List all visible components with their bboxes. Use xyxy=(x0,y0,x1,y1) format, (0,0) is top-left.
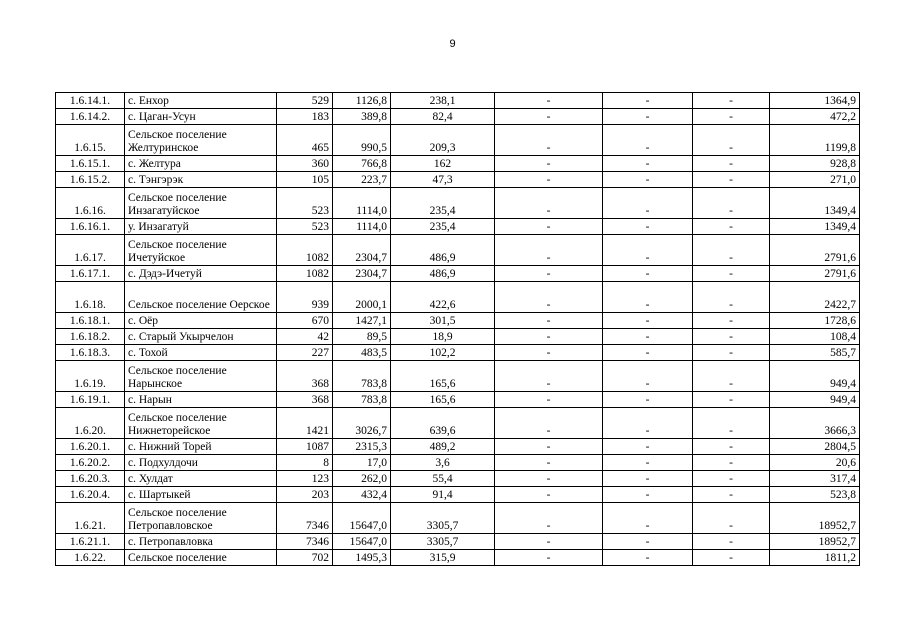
cell-population: 939 xyxy=(277,282,333,313)
cell-code: 1.6.20. xyxy=(56,408,125,439)
cell-value-1: 262,0 xyxy=(333,471,391,487)
table-row xyxy=(56,408,860,439)
table-row xyxy=(56,361,860,392)
cell-value-4: - xyxy=(603,455,693,471)
cell-value-4: - xyxy=(603,534,693,550)
cell-code: 1.6.20.4. xyxy=(56,487,125,503)
cell-value-2: 238,1 xyxy=(391,93,495,109)
cell-name: с. Петропавловка xyxy=(125,534,277,550)
data-table xyxy=(55,92,860,566)
cell-name: с. Оёр xyxy=(125,313,277,329)
table-row xyxy=(56,455,860,471)
cell-total: 18952,7 xyxy=(770,503,860,534)
cell-code: 1.6.22. xyxy=(56,550,125,566)
cell-value-2: 55,4 xyxy=(391,471,495,487)
cell-value-1: 2000,1 xyxy=(333,282,391,313)
cell-value-1: 89,5 xyxy=(333,329,391,345)
table-body xyxy=(56,93,860,566)
cell-name: с. Подхулдочи xyxy=(125,455,277,471)
cell-value-5: - xyxy=(693,266,770,282)
cell-value-1: 432,4 xyxy=(333,487,391,503)
cell-value-3: - xyxy=(495,188,603,219)
cell-population: 7346 xyxy=(277,534,333,550)
cell-value-1: 783,8 xyxy=(333,361,391,392)
cell-value-2: 91,4 xyxy=(391,487,495,503)
cell-code: 1.6.19.1. xyxy=(56,392,125,408)
cell-value-1: 990,5 xyxy=(333,125,391,156)
cell-code: 1.6.15.1. xyxy=(56,156,125,172)
cell-value-4: - xyxy=(603,392,693,408)
table-row xyxy=(56,550,860,566)
cell-value-4: - xyxy=(603,172,693,188)
cell-value-5: - xyxy=(693,282,770,313)
cell-code: 1.6.20.2. xyxy=(56,455,125,471)
cell-value-5: - xyxy=(693,487,770,503)
cell-value-1: 15647,0 xyxy=(333,503,391,534)
cell-code: 1.6.15.2. xyxy=(56,172,125,188)
cell-population: 227 xyxy=(277,345,333,361)
cell-value-4: - xyxy=(603,471,693,487)
cell-total: 1349,4 xyxy=(770,219,860,235)
cell-value-3: - xyxy=(495,487,603,503)
cell-value-3: - xyxy=(495,345,603,361)
cell-value-4: - xyxy=(603,503,693,534)
cell-value-3: - xyxy=(495,235,603,266)
cell-name: с. Нижний Торей xyxy=(125,439,277,455)
cell-value-4: - xyxy=(603,345,693,361)
cell-code: 1.6.15. xyxy=(56,125,125,156)
cell-value-4: - xyxy=(603,188,693,219)
cell-name: с. Дэдэ-Ичетуй xyxy=(125,266,277,282)
table-row xyxy=(56,392,860,408)
cell-value-5: - xyxy=(693,109,770,125)
cell-value-5: - xyxy=(693,408,770,439)
cell-code: 1.6.18.1. xyxy=(56,313,125,329)
cell-name: с. Тохой xyxy=(125,345,277,361)
cell-value-4: - xyxy=(603,235,693,266)
cell-total: 1199,8 xyxy=(770,125,860,156)
cell-value-5: - xyxy=(693,93,770,109)
cell-value-5: - xyxy=(693,439,770,455)
cell-population: 203 xyxy=(277,487,333,503)
cell-total: 949,4 xyxy=(770,361,860,392)
cell-population: 1421 xyxy=(277,408,333,439)
cell-name: с. Хулдат xyxy=(125,471,277,487)
cell-total: 1349,4 xyxy=(770,188,860,219)
cell-total: 1728,6 xyxy=(770,313,860,329)
cell-code: 1.6.16. xyxy=(56,188,125,219)
cell-name: у. Инзагатуй xyxy=(125,219,277,235)
cell-value-2: 235,4 xyxy=(391,219,495,235)
cell-total: 2804,5 xyxy=(770,439,860,455)
table-row xyxy=(56,188,860,219)
cell-value-3: - xyxy=(495,534,603,550)
table-row xyxy=(56,109,860,125)
cell-value-5: - xyxy=(693,313,770,329)
cell-population: 1082 xyxy=(277,266,333,282)
cell-value-4: - xyxy=(603,156,693,172)
cell-name: с. Цаган-Усун xyxy=(125,109,277,125)
cell-value-4: - xyxy=(603,219,693,235)
cell-code: 1.6.18.2. xyxy=(56,329,125,345)
cell-population: 465 xyxy=(277,125,333,156)
cell-value-4: - xyxy=(603,266,693,282)
cell-total: 472,2 xyxy=(770,109,860,125)
cell-value-3: - xyxy=(495,219,603,235)
cell-value-2: 301,5 xyxy=(391,313,495,329)
cell-value-4: - xyxy=(603,487,693,503)
cell-name: с. Старый Укырчелон xyxy=(125,329,277,345)
cell-value-3: - xyxy=(495,156,603,172)
cell-name: Сельское поселение Нарынское xyxy=(125,361,277,392)
cell-value-5: - xyxy=(693,392,770,408)
cell-value-1: 223,7 xyxy=(333,172,391,188)
cell-value-3: - xyxy=(495,282,603,313)
cell-value-1: 1495,3 xyxy=(333,550,391,566)
cell-value-1: 783,8 xyxy=(333,392,391,408)
cell-value-5: - xyxy=(693,235,770,266)
table-row xyxy=(56,172,860,188)
cell-total: 3666,3 xyxy=(770,408,860,439)
cell-code: 1.6.17.1. xyxy=(56,266,125,282)
cell-value-2: 102,2 xyxy=(391,345,495,361)
cell-value-3: - xyxy=(495,93,603,109)
cell-population: 183 xyxy=(277,109,333,125)
cell-value-3: - xyxy=(495,503,603,534)
cell-value-2: 639,6 xyxy=(391,408,495,439)
cell-total: 20,6 xyxy=(770,455,860,471)
cell-code: 1.6.20.1. xyxy=(56,439,125,455)
cell-population: 7346 xyxy=(277,503,333,534)
cell-name: Сельское поселение Нижнеторейское xyxy=(125,408,277,439)
cell-code: 1.6.18.3. xyxy=(56,345,125,361)
cell-total: 2791,6 xyxy=(770,266,860,282)
cell-population: 1087 xyxy=(277,439,333,455)
table-row xyxy=(56,329,860,345)
cell-total: 317,4 xyxy=(770,471,860,487)
cell-value-5: - xyxy=(693,455,770,471)
cell-value-5: - xyxy=(693,503,770,534)
cell-population: 368 xyxy=(277,361,333,392)
cell-value-1: 1427,1 xyxy=(333,313,391,329)
cell-value-1: 766,8 xyxy=(333,156,391,172)
cell-population: 670 xyxy=(277,313,333,329)
cell-total: 108,4 xyxy=(770,329,860,345)
cell-value-3: - xyxy=(495,109,603,125)
cell-total: 2791,6 xyxy=(770,235,860,266)
cell-total: 2422,7 xyxy=(770,282,860,313)
cell-value-4: - xyxy=(603,439,693,455)
cell-value-1: 389,8 xyxy=(333,109,391,125)
cell-population: 105 xyxy=(277,172,333,188)
cell-value-1: 2304,7 xyxy=(333,235,391,266)
cell-value-2: 315,9 xyxy=(391,550,495,566)
cell-value-5: - xyxy=(693,329,770,345)
table-row xyxy=(56,439,860,455)
cell-population: 702 xyxy=(277,550,333,566)
cell-code: 1.6.14.2. xyxy=(56,109,125,125)
cell-value-5: - xyxy=(693,345,770,361)
cell-value-4: - xyxy=(603,408,693,439)
cell-population: 8 xyxy=(277,455,333,471)
table-row xyxy=(56,487,860,503)
table-row xyxy=(56,156,860,172)
cell-name: Сельское поселение Оерское xyxy=(125,282,277,313)
cell-total: 585,7 xyxy=(770,345,860,361)
cell-value-3: - xyxy=(495,172,603,188)
cell-value-3: - xyxy=(495,408,603,439)
table-row xyxy=(56,235,860,266)
cell-name: с. Шартыкей xyxy=(125,487,277,503)
cell-value-3: - xyxy=(495,550,603,566)
cell-name: Сельское поселение Инзагатуйское xyxy=(125,188,277,219)
cell-code: 1.6.20.3. xyxy=(56,471,125,487)
cell-value-1: 1114,0 xyxy=(333,219,391,235)
table-row xyxy=(56,93,860,109)
cell-value-1: 1114,0 xyxy=(333,188,391,219)
cell-value-3: - xyxy=(495,125,603,156)
cell-population: 360 xyxy=(277,156,333,172)
cell-total: 523,8 xyxy=(770,487,860,503)
cell-value-5: - xyxy=(693,172,770,188)
cell-name: с. Желтура xyxy=(125,156,277,172)
page-number: 9 xyxy=(449,38,456,50)
cell-code: 1.6.18. xyxy=(56,282,125,313)
cell-value-1: 483,5 xyxy=(333,345,391,361)
cell-value-3: - xyxy=(495,361,603,392)
cell-value-4: - xyxy=(603,313,693,329)
cell-population: 123 xyxy=(277,471,333,487)
cell-value-5: - xyxy=(693,361,770,392)
cell-value-1: 1126,8 xyxy=(333,93,391,109)
cell-value-5: - xyxy=(693,188,770,219)
cell-value-2: 209,3 xyxy=(391,125,495,156)
cell-value-5: - xyxy=(693,550,770,566)
cell-value-2: 3305,7 xyxy=(391,534,495,550)
cell-value-1: 3026,7 xyxy=(333,408,391,439)
cell-code: 1.6.14.1. xyxy=(56,93,125,109)
cell-value-3: - xyxy=(495,266,603,282)
cell-value-2: 235,4 xyxy=(391,188,495,219)
cell-value-2: 486,9 xyxy=(391,266,495,282)
cell-value-4: - xyxy=(603,93,693,109)
cell-value-4: - xyxy=(603,550,693,566)
cell-value-1: 17,0 xyxy=(333,455,391,471)
cell-value-5: - xyxy=(693,156,770,172)
cell-total: 949,4 xyxy=(770,392,860,408)
cell-value-5: - xyxy=(693,534,770,550)
cell-value-2: 165,6 xyxy=(391,361,495,392)
cell-value-5: - xyxy=(693,219,770,235)
table-row xyxy=(56,219,860,235)
cell-name: Сельское поселение Ичетуйское xyxy=(125,235,277,266)
cell-total: 271,0 xyxy=(770,172,860,188)
cell-value-2: 489,2 xyxy=(391,439,495,455)
cell-population: 368 xyxy=(277,392,333,408)
cell-population: 529 xyxy=(277,93,333,109)
table-row xyxy=(56,345,860,361)
table-row xyxy=(56,503,860,534)
cell-value-2: 82,4 xyxy=(391,109,495,125)
cell-value-3: - xyxy=(495,455,603,471)
cell-total: 1364,9 xyxy=(770,93,860,109)
table-row xyxy=(56,125,860,156)
table-row xyxy=(56,282,860,313)
cell-value-2: 3,6 xyxy=(391,455,495,471)
cell-population: 1082 xyxy=(277,235,333,266)
cell-value-2: 422,6 xyxy=(391,282,495,313)
cell-value-1: 2315,3 xyxy=(333,439,391,455)
table-row xyxy=(56,471,860,487)
cell-name: с. Енхор xyxy=(125,93,277,109)
cell-code: 1.6.17. xyxy=(56,235,125,266)
cell-value-4: - xyxy=(603,329,693,345)
cell-value-1: 15647,0 xyxy=(333,534,391,550)
cell-value-2: 165,6 xyxy=(391,392,495,408)
cell-value-4: - xyxy=(603,109,693,125)
cell-value-2: 486,9 xyxy=(391,235,495,266)
cell-value-3: - xyxy=(495,392,603,408)
cell-code: 1.6.16.1. xyxy=(56,219,125,235)
cell-value-3: - xyxy=(495,329,603,345)
cell-value-2: 18,9 xyxy=(391,329,495,345)
cell-value-2: 3305,7 xyxy=(391,503,495,534)
cell-value-5: - xyxy=(693,125,770,156)
cell-population: 42 xyxy=(277,329,333,345)
cell-code: 1.6.19. xyxy=(56,361,125,392)
cell-value-2: 162 xyxy=(391,156,495,172)
cell-value-3: - xyxy=(495,471,603,487)
cell-population: 523 xyxy=(277,219,333,235)
cell-value-4: - xyxy=(603,125,693,156)
cell-name: с. Тэнгэрэк xyxy=(125,172,277,188)
cell-value-1: 2304,7 xyxy=(333,266,391,282)
cell-total: 1811,2 xyxy=(770,550,860,566)
cell-value-5: - xyxy=(693,471,770,487)
cell-total: 18952,7 xyxy=(770,534,860,550)
cell-name: Сельское поселение Желтуринское xyxy=(125,125,277,156)
cell-value-3: - xyxy=(495,439,603,455)
cell-name: с. Нарын xyxy=(125,392,277,408)
cell-code: 1.6.21. xyxy=(56,503,125,534)
cell-value-4: - xyxy=(603,282,693,313)
cell-value-2: 47,3 xyxy=(391,172,495,188)
table-row xyxy=(56,313,860,329)
cell-name: Сельское поселение Петропавловское xyxy=(125,503,277,534)
cell-name: Сельское поселение xyxy=(125,550,277,566)
table-row xyxy=(56,266,860,282)
cell-code: 1.6.21.1. xyxy=(56,534,125,550)
cell-total: 928,8 xyxy=(770,156,860,172)
cell-value-3: - xyxy=(495,313,603,329)
cell-population: 523 xyxy=(277,188,333,219)
table-row xyxy=(56,534,860,550)
cell-value-4: - xyxy=(603,361,693,392)
